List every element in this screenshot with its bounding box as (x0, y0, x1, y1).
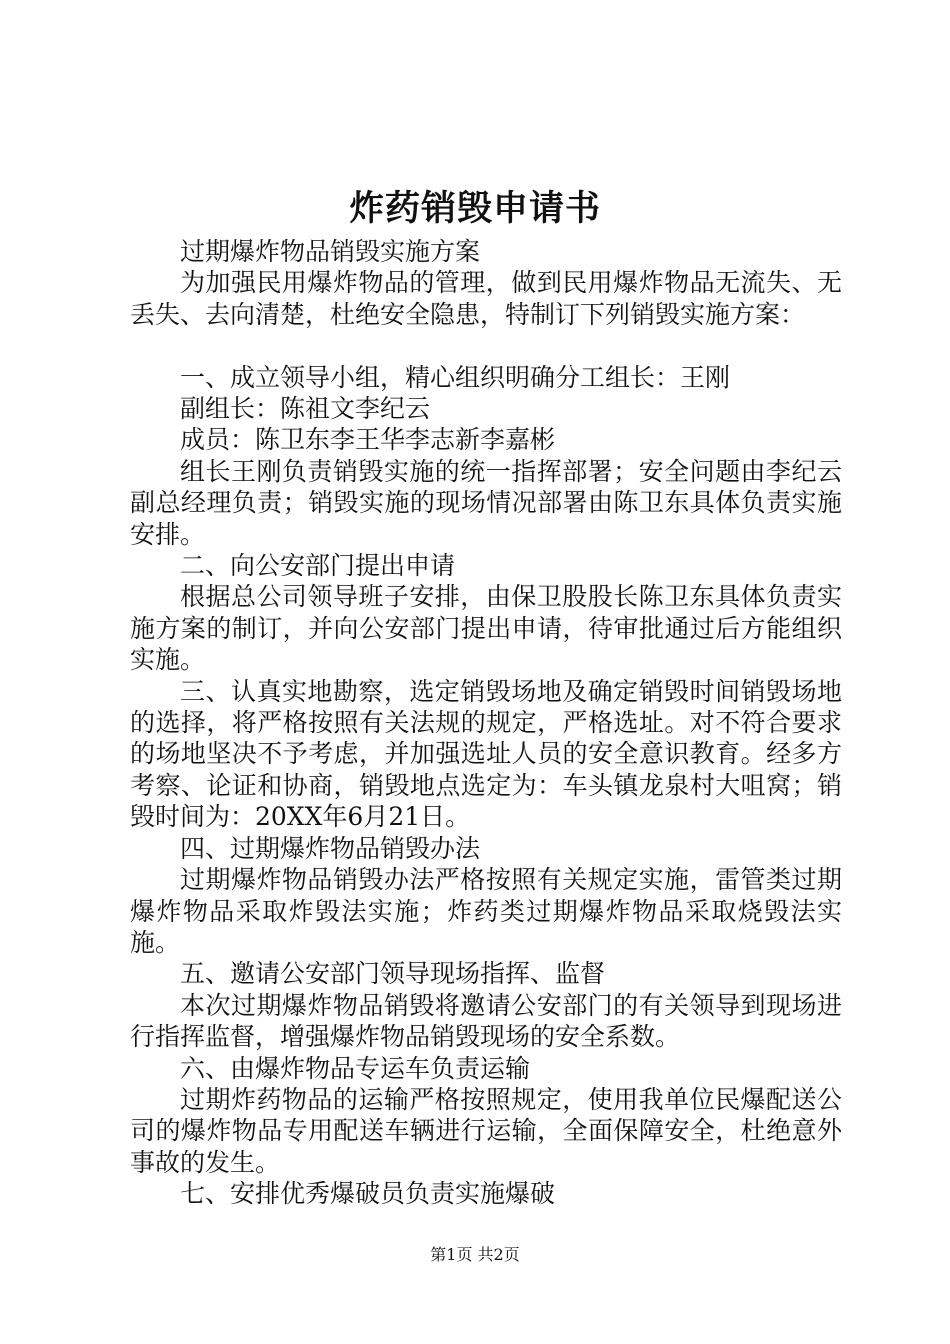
paragraph-section-7-heading: 七、安排优秀爆破员负责实施爆破 (180, 1179, 556, 1209)
document-body (130, 236, 842, 1210)
paragraph-section-3: 三、认真实地勘察，选定销毁场地及确定销毁时间销毁场地的选择，将严格按照有关法规的规定，严格选址。对不符合要求的场地坚决不予考虑，并加强选址人员的安全意识教育。经多方考察、论证和协商，销毁地点选定为：车头镇龙泉村大咀窝；销毁时间为：20XX年6月21日。 (130, 676, 842, 832)
paragraph-section-2-heading: 二、向公安部门提出申请 (180, 551, 456, 581)
paragraph-members: 成员：陈卫东李王华李志新李嘉彬 (180, 425, 556, 455)
paragraph-section-5-heading: 五、邀请公安部门领导现场指挥、监督 (180, 959, 606, 989)
paragraph-responsibilities: 组长王刚负责销毁实施的统一指挥部署；安全问题由李纪云副总经理负责；销毁实施的现场情况部署由陈卫东具体负责实施安排。 (130, 456, 842, 549)
paragraph-section-5-body: 本次过期爆炸物品销毁将邀请公安部门的有关领导到现场进行指挥监督，增强爆炸物品销毁现场的安全系数。 (130, 990, 842, 1052)
paragraph-section-6-heading: 六、由爆炸物品专运车负责运输 (180, 1053, 531, 1083)
paragraph-section-4-heading: 四、过期爆炸物品销毁办法 (180, 833, 481, 863)
paragraph-intro: 为加强民用爆炸物品的管理，做到民用爆炸物品无流失、无丢失、去向清楚，杜绝安全隐患，特制订下列销毁实施方案： (130, 268, 842, 329)
document-title: 炸药销毁申请书 (348, 188, 601, 229)
paragraph-section-2-body: 根据总公司领导班子安排，由保卫股股长陈卫东具体负责实施方案的制订，并向公安部门提出申请，待审批通过后方能组织实施。 (130, 582, 842, 675)
paragraph-section-4-body: 过期爆炸物品销毁办法严格按照有关规定实施，雷管类过期爆炸物品采取炸毁法实施；炸药类过期爆炸物品采取烧毁法实施。 (130, 865, 842, 957)
paragraph-plan-title: 过期爆炸物品销毁实施方案 (180, 237, 481, 266)
page-number-footer: 第1页 共2页 (430, 1245, 520, 1264)
paragraph-section-1-heading: 一、成立领导小组，精心组织明确分工组长：王刚 (180, 362, 731, 392)
paragraph-section-6-body: 过期炸药物品的运输严格按照规定，使用我单位民爆配送公司的爆炸物品专用配送车辆进行运输，全面保障安全，杜绝意外事故的发生。 (130, 1084, 842, 1177)
paragraph-deputy-leaders: 副组长：陈祖文李纪云 (180, 394, 431, 424)
